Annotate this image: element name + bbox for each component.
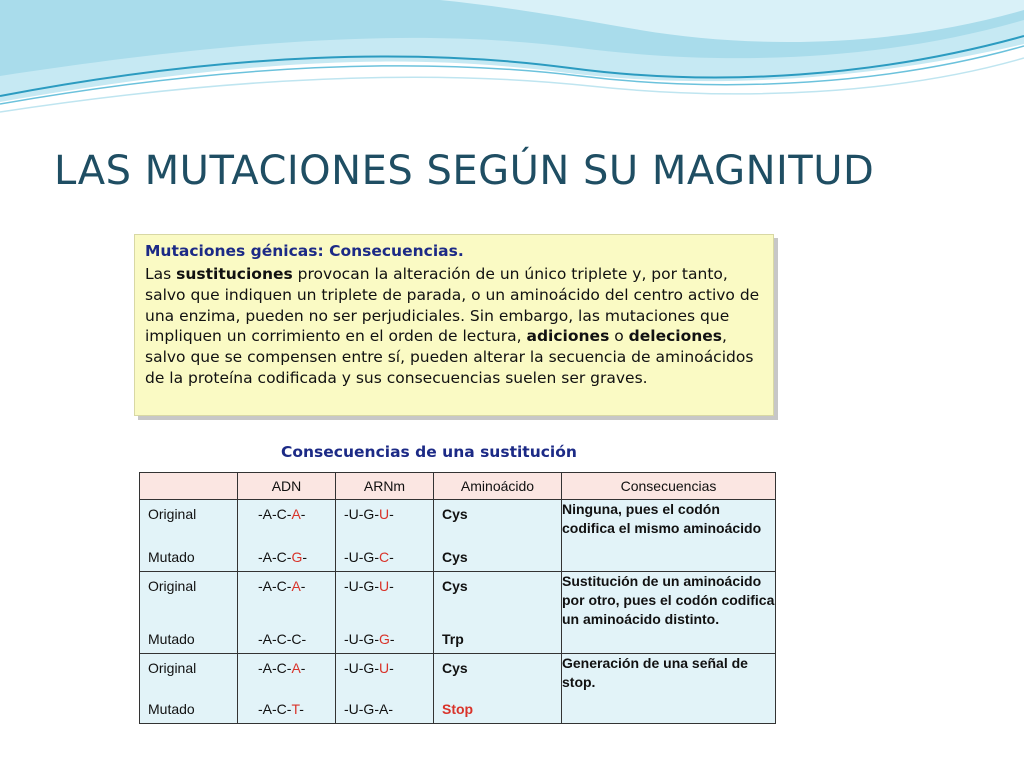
text-end: , salvo que se compensen entre sí, pueden alterar la secuencia de aminoácidos de la proteína codificada y sus consecuencias suelen ser graves. [145,327,754,387]
arnm-cell [336,500,434,572]
adn-cell [238,500,336,572]
adn-mutado [258,549,307,565]
label-original: Original [148,506,197,522]
arnm-original [344,506,394,522]
label-original: Original [148,578,197,594]
arnm-prefix: -U-G-A- [344,701,393,717]
slide-title: LAS MUTACIONES SEGÚN SU MAGNITUD [54,148,875,194]
header-blank [140,473,238,500]
amino-cell [434,654,562,724]
table-row [140,500,776,572]
mutation-figure [106,214,806,746]
adn-cell [238,572,336,654]
arnm-suffix: - [389,578,394,594]
label-mutado: Mutado [148,549,195,565]
header-adn: ADN [238,473,336,500]
amino-original: Cys [442,660,468,676]
arnm-suffix: - [389,631,395,647]
adn-prefix: -A-C-C- [258,631,307,647]
text-o: o [614,327,624,346]
adn-suffix: - [299,701,304,717]
adn-suffix: - [300,506,306,522]
consequence-cell: Generación de una señal de stop. [562,654,776,724]
adn-prefix: -A-C- [258,506,292,522]
arnm-cell [336,654,434,724]
consequence-cell: Sustitución de un aminoácido por otro, pues el codón codifica un aminoácido distinto. [562,572,776,654]
adn-prefix: -A-C- [258,660,292,676]
arnm-cell [336,572,434,654]
label-cell [140,572,238,654]
info-box [134,234,774,416]
amino-mutado: Cys [442,549,468,565]
header-aminoacido: Aminoácido [434,473,562,500]
adn-original [258,506,305,522]
amino-cell [434,500,562,572]
info-box-title: Mutaciones génicas: Consecuencias. [145,242,464,260]
arnm-suffix: - [389,549,394,565]
adn-mutado [258,631,306,647]
arnm-mutado [344,631,395,647]
amino-original: Cys [442,506,468,522]
arnm-prefix: -U-G- [344,631,379,647]
arnm-base: C [379,549,390,565]
adn-prefix: -A-C- [258,701,292,717]
substitution-table [139,472,776,724]
adn-cell [238,654,336,724]
header-consecuencias: Consecuencias [562,473,776,500]
arnm-base: U [379,660,390,676]
table-title: Consecuencias de una sustitución [281,443,577,461]
arnm-mutado [344,701,393,717]
table-row [140,572,776,654]
label-cell [140,654,238,724]
label-mutado: Mutado [148,701,195,717]
arnm-original [344,578,394,594]
consequence-cell: Ninguna, pues el codón codifica el mismo aminoácido [562,500,776,572]
label-cell [140,500,238,572]
amino-cell [434,572,562,654]
arnm-mutado [344,549,394,565]
text-mid1: provocan la alteración de un único triplete y, por tanto, salvo que indiquen un triplete de parada, o un aminoácido del centro activo de una enzima, pueden no ser perjudiciales. Sin embargo, las mutaciones que impliquen un corrimiento en el orden de lectura, [145,265,760,346]
arnm-base: U [379,506,390,522]
term-adiciones: adiciones [526,327,610,346]
label-original: Original [148,660,197,676]
text-las: Las [145,265,172,283]
term-deleciones: deleciones [628,327,723,346]
label-mutado: Mutado [148,631,195,647]
arnm-prefix: -U-G- [344,660,379,676]
adn-base: A [291,660,301,676]
adn-base: A [291,506,301,522]
table-row [140,654,776,724]
arnm-prefix: -U-G- [344,578,379,594]
info-box-paragraph [145,264,763,389]
arnm-original [344,660,394,676]
amino-mutado: Stop [442,701,474,717]
arnm-base: U [379,578,390,594]
adn-mutado [258,701,304,717]
term-sustituciones: sustituciones [176,265,293,283]
adn-base: A [291,578,301,594]
adn-base: T [291,701,300,717]
arnm-suffix: - [389,506,394,522]
table-header-row [140,473,776,500]
adn-original [258,660,305,676]
adn-prefix: -A-C- [258,578,292,594]
arnm-suffix: - [389,660,394,676]
adn-suffix: - [300,660,306,676]
arnm-prefix: -U-G- [344,506,379,522]
adn-original [258,578,305,594]
adn-prefix: -A-C- [258,549,292,565]
arnm-prefix: -U-G- [344,549,379,565]
amino-mutado: Trp [442,631,464,647]
adn-suffix: - [302,549,307,565]
adn-base: G [291,549,303,565]
header-arnm: ARNm [336,473,434,500]
adn-suffix: - [300,578,306,594]
arnm-base: G [379,631,390,647]
amino-original: Cys [442,578,468,594]
